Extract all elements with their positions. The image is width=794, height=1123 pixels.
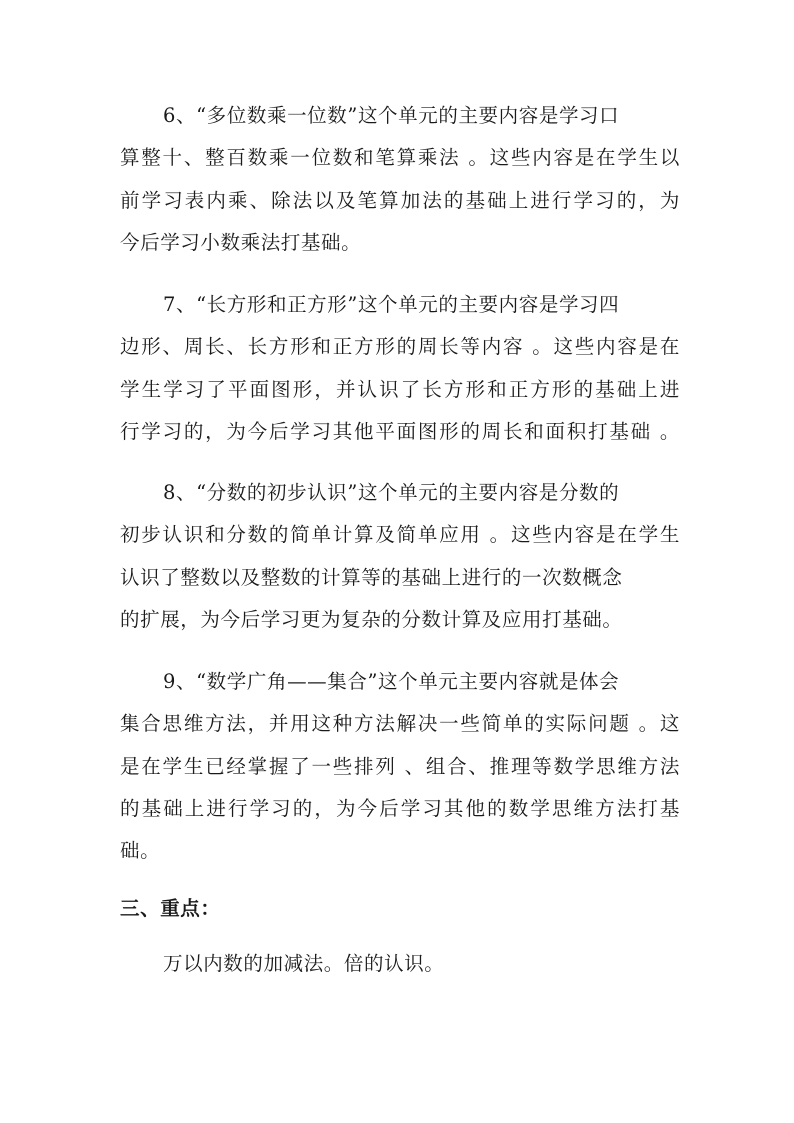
paragraph-8-line-1: 8、“分数的初步认识”这个单元的主要内容是分数的 <box>163 481 620 504</box>
paragraph-8-line-2: 初步认识和分数的简单计算及简单应用 。这些内容是在学生 <box>120 523 680 546</box>
paragraph-7-line-4: 行学习的，为今后学习其他平面图形的周长和面积打基础 。 <box>120 420 680 443</box>
paragraph-7-line-1: 7、“长方形和正方形”这个单元的主要内容是学习四 <box>163 293 620 316</box>
paragraph-6-line-2: 算整十、整百数乘一位数和笔算乘法 。这些内容是在学生以 <box>120 146 680 169</box>
section-heading: 三、重点： <box>120 897 221 920</box>
paragraph-8-line-3: 认识了整数以及整数的计算等的基础上进行的一次数概念 <box>120 566 623 589</box>
key-points-text: 万以内数的加减法。倍的认识。 <box>163 952 445 975</box>
paragraph-9-line-1: 9、“数学广角——集合”这个单元主要内容就是体会 <box>163 670 620 693</box>
paragraph-7-line-2: 边形、周长、长方形和正方形的周长等内容 。这些内容是在 <box>120 335 680 358</box>
paragraph-9-line-3: 是在学生已经掌握了一些排列 、组合、推理等数学思维方法 <box>120 755 680 778</box>
paragraph-9-line-4: 的基础上进行学习的，为今后学习其他的数学思维方法打基 <box>120 797 680 820</box>
paragraph-7-line-3: 学生学习了平面图形，并认识了长方形和正方形的基础上进 <box>120 378 680 401</box>
paragraph-6-line-1: 6、“多位数乘一位数”这个单元的主要内容是学习口 <box>163 104 620 127</box>
paragraph-8-line-4: 的扩展，为今后学习更为复杂的分数计算及应用打基础。 <box>120 608 623 631</box>
paragraph-9-line-2: 集合思维方法，并用这种方法解决一些简单的实际问题 。这 <box>120 712 680 735</box>
paragraph-6-line-3: 前学习表内乘、除法以及笔算加法的基础上进行学习的，为 <box>120 189 680 212</box>
paragraph-6-line-4: 今后学习小数乘法打基础。 <box>120 231 362 254</box>
paragraph-9-line-5: 础。 <box>120 839 161 862</box>
